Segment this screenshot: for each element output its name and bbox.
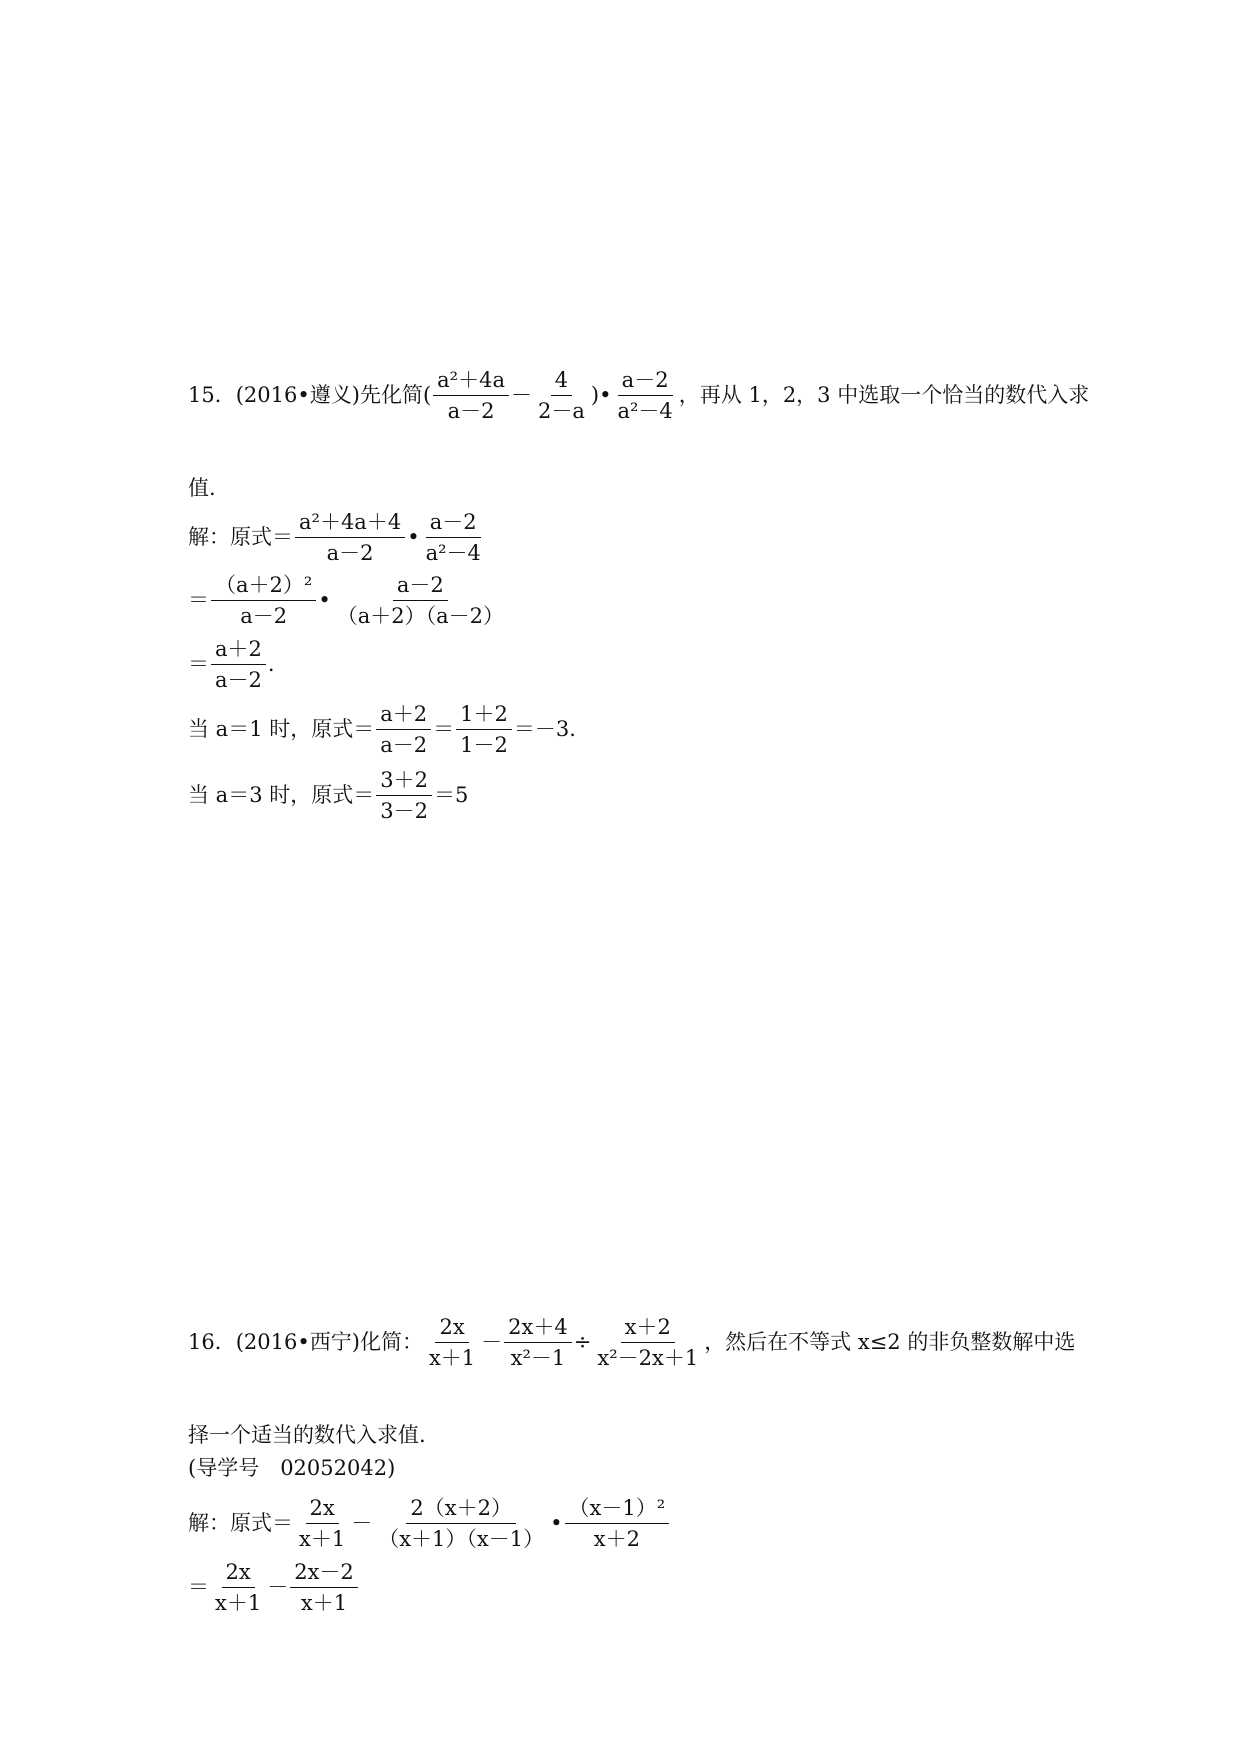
denominator: a²－4: [617, 399, 673, 424]
denominator: a－2: [380, 733, 428, 758]
operator: ＝: [433, 717, 455, 742]
numerator: （x－1）²: [565, 1496, 670, 1524]
numerator: a＋2: [211, 637, 266, 665]
numerator: 2（x＋2）: [406, 1496, 516, 1524]
operator: .: [267, 652, 275, 677]
denominator: x＋1: [428, 1346, 476, 1371]
numerator: 2x: [222, 1560, 255, 1588]
fraction: [504, 1315, 572, 1370]
fraction: [376, 768, 432, 823]
denominator: x＋1: [215, 1591, 262, 1616]
solution-label: 解：原式＝: [188, 1511, 293, 1536]
instruction-text: ，再从 1，2，3 中选取一个恰当的数代入求: [678, 383, 1090, 408]
case-label: 当 a＝3 时，原式＝: [188, 783, 375, 808]
denominator: x＋1: [300, 1591, 348, 1616]
fraction: [376, 702, 431, 757]
numerator: 2x＋4: [504, 1315, 572, 1343]
numerator: 3＋2: [376, 768, 432, 796]
denominator: x＋1: [299, 1527, 346, 1552]
problem-16-statement: [188, 1315, 1075, 1370]
denominator: 2－a: [537, 399, 585, 424]
numerator: a－2: [426, 510, 481, 538]
instruction-text: 值.: [188, 476, 216, 500]
reference-number: [188, 1458, 395, 1479]
operator: •: [550, 1511, 563, 1536]
solution-step-1: [188, 510, 487, 565]
solution-case-1: [188, 702, 576, 757]
solution-label: 解：原式＝: [188, 525, 293, 550]
denominator: a－2: [240, 604, 288, 629]
paren: (: [422, 383, 432, 408]
fraction: [456, 702, 512, 757]
numerator: 2x: [306, 1496, 339, 1524]
operator: ＝: [188, 652, 209, 677]
fraction: [295, 1496, 349, 1551]
denominator: （a＋2）（a－2）: [336, 604, 504, 629]
operator: －: [351, 1511, 373, 1536]
numerator: 2x: [435, 1315, 468, 1343]
fraction: [211, 1560, 265, 1615]
operator: •: [318, 588, 331, 613]
denominator: 3－2: [380, 799, 428, 824]
problem-15-statement: [188, 368, 1089, 423]
solution-step-3: [188, 637, 275, 692]
numerator: a－2: [618, 368, 673, 396]
operator: －: [510, 383, 532, 408]
fraction: [433, 368, 509, 423]
denominator: （x＋1）（x－1）: [378, 1527, 545, 1552]
instruction-text: 化简：: [359, 1330, 423, 1355]
instruction-text: 择一个适当的数代入求值.: [188, 1423, 426, 1447]
numerator: a＋2: [376, 702, 431, 730]
case-label: 当 a＝1 时，原式＝: [188, 717, 375, 742]
fraction: [565, 1496, 670, 1551]
numerator: （a＋2）²: [211, 573, 316, 601]
operator: ＝: [188, 588, 209, 613]
problem-number: 15．: [188, 383, 236, 408]
solution-step-2: [188, 573, 510, 628]
fraction: [211, 573, 316, 628]
instruction-text: ，然后在不等式 x≤2 的非负整数解中选: [704, 1330, 1076, 1355]
denominator: a－2: [215, 668, 262, 693]
fraction: [211, 637, 266, 692]
numerator: a－2: [393, 573, 448, 601]
fraction: [295, 510, 405, 565]
operator: ＝: [188, 1575, 209, 1600]
reference-text: (导学号 02052042): [188, 1456, 396, 1480]
denominator: 1－2: [460, 733, 508, 758]
problem-number: 16．: [188, 1330, 236, 1355]
solution-case-2: [188, 768, 468, 823]
numerator: a²＋4a＋4: [295, 510, 405, 538]
problem-source: (2016•西宁): [235, 1330, 360, 1355]
fraction: [374, 1496, 548, 1551]
result: ＝－3.: [513, 717, 576, 742]
fraction: [422, 510, 485, 565]
result: ＝5: [433, 783, 469, 808]
numerator: x＋2: [621, 1315, 675, 1343]
denominator: a－2: [326, 541, 374, 566]
fraction: [613, 368, 676, 423]
denominator: x＋2: [593, 1527, 640, 1552]
operator: －: [267, 1575, 289, 1600]
numerator: 4: [551, 368, 572, 396]
fraction: [534, 368, 589, 423]
operator: ÷: [573, 1330, 592, 1355]
denominator: x²－1: [510, 1346, 566, 1371]
denominator: a－2: [447, 399, 495, 424]
numerator: 2x－2: [290, 1560, 358, 1588]
numerator: 1＋2: [456, 702, 512, 730]
problem-source: (2016•遵义): [235, 383, 360, 408]
instruction-text: 先化简: [359, 383, 423, 408]
solution-step-1: [188, 1496, 671, 1551]
solution-step-2: [188, 1560, 360, 1615]
numerator: a²＋4a: [433, 368, 509, 396]
fraction: [425, 1315, 479, 1370]
fraction: [333, 573, 508, 628]
denominator: x²－2x＋1: [597, 1346, 699, 1371]
operator: )•: [590, 383, 612, 408]
problem-15-statement-cont: [188, 478, 216, 499]
operator: －: [481, 1330, 503, 1355]
fraction: [290, 1560, 358, 1615]
problem-16-statement-cont: [188, 1425, 426, 1446]
operator: •: [407, 525, 420, 550]
fraction: [593, 1315, 702, 1370]
denominator: a²－4: [425, 541, 481, 566]
